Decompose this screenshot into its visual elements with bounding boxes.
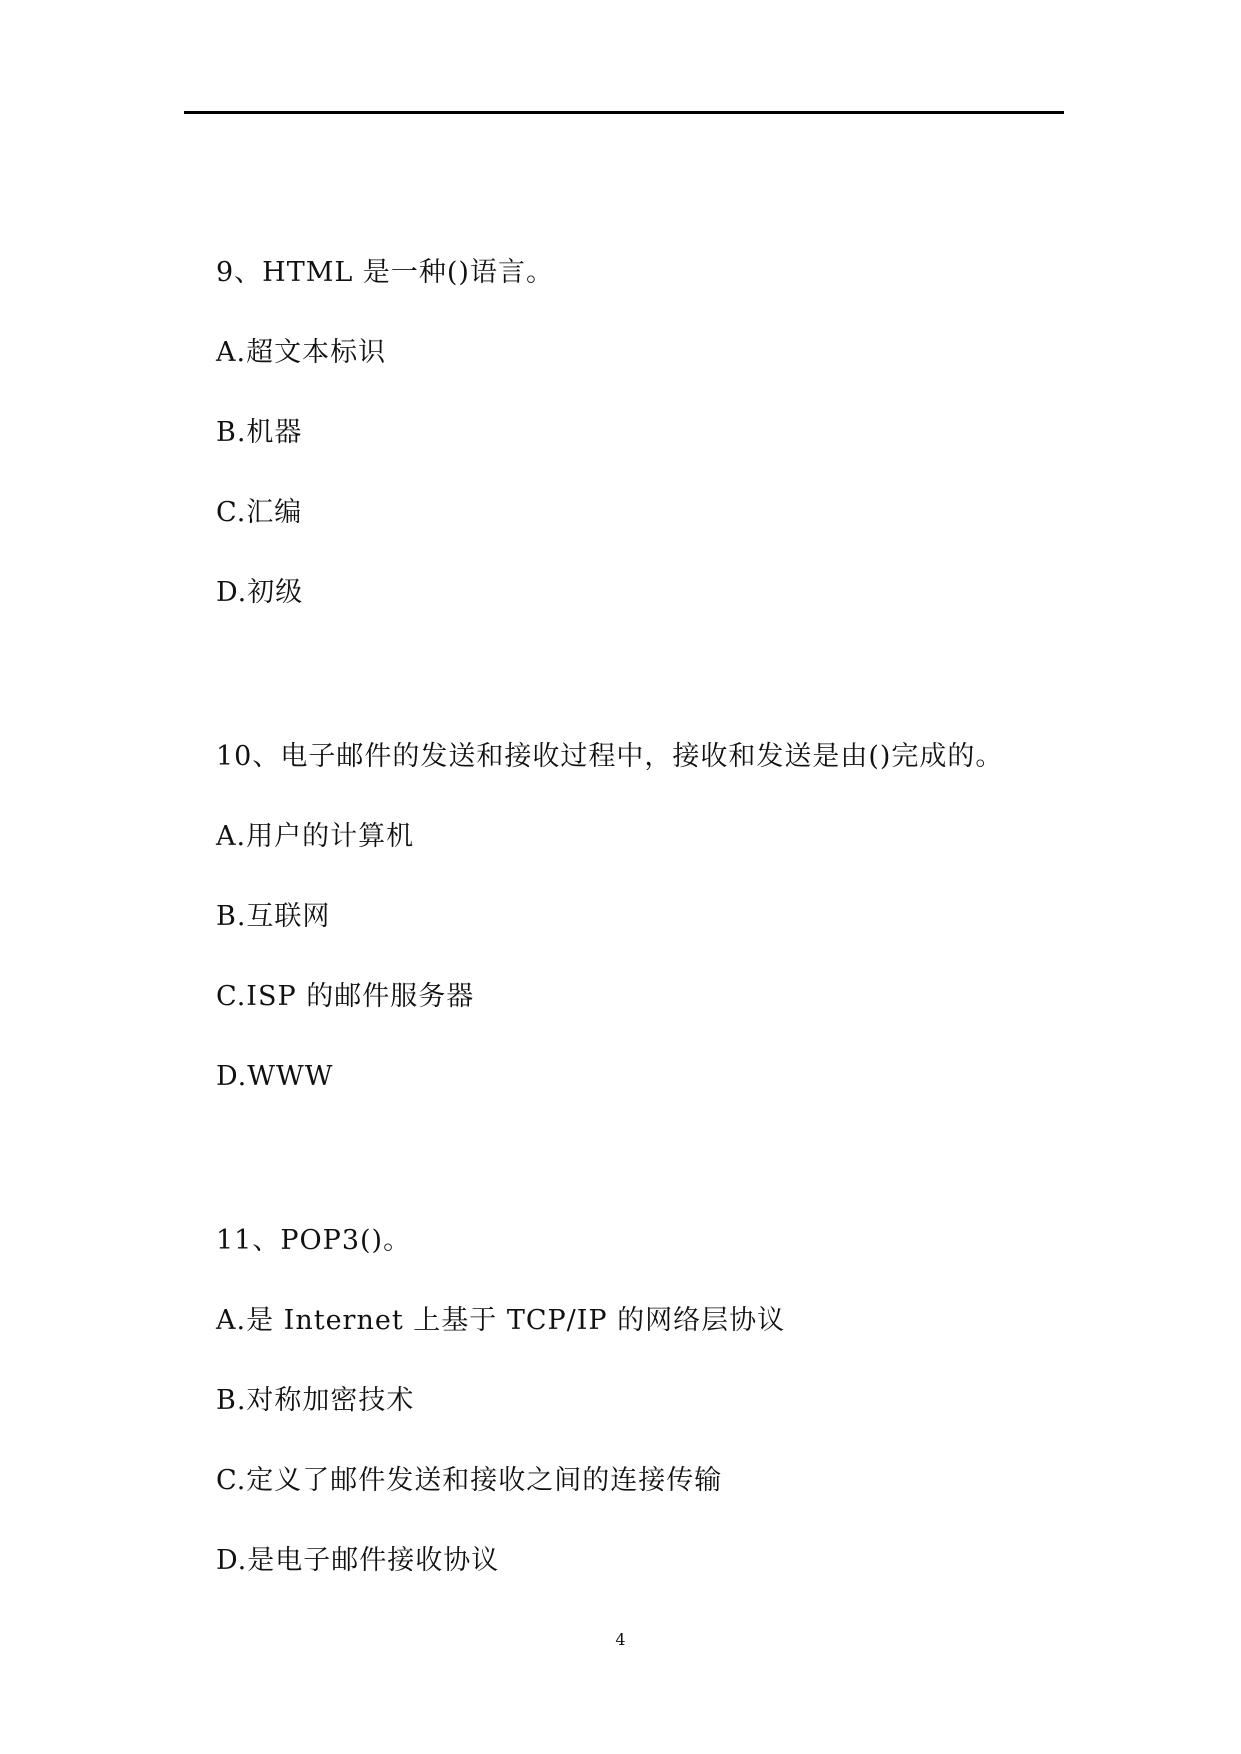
question-10-option-b: B.互联网 bbox=[216, 901, 331, 932]
page-number: 4 bbox=[615, 1630, 626, 1649]
question-9-option-c: C.汇编 bbox=[216, 497, 303, 528]
question-10-option-d: D.WWW bbox=[216, 1061, 334, 1092]
question-11-stem: 11、POP3()。 bbox=[216, 1225, 412, 1256]
question-11-option-d: D.是电子邮件接收协议 bbox=[216, 1545, 500, 1576]
question-11-option-b: B.对称加密技术 bbox=[216, 1385, 415, 1416]
question-9-option-d: D.初级 bbox=[216, 577, 304, 608]
question-11-option-a: A.是 Internet 上基于 TCP/IP 的网络层协议 bbox=[216, 1305, 786, 1336]
question-9-option-a: A.超文本标识 bbox=[216, 337, 387, 368]
question-9-option-b: B.机器 bbox=[216, 417, 303, 448]
question-10-option-a: A.用户的计算机 bbox=[216, 821, 415, 852]
question-11-option-c: C.定义了邮件发送和接收之间的连接传输 bbox=[216, 1465, 723, 1496]
question-10-option-c: C.ISP 的邮件服务器 bbox=[216, 981, 475, 1012]
question-10-stem: 10、电子邮件的发送和接收过程中，接收和发送是由()完成的。 bbox=[216, 741, 1004, 772]
question-9-stem: 9、HTML 是一种()语言。 bbox=[216, 257, 554, 288]
header-rule bbox=[184, 111, 1064, 114]
